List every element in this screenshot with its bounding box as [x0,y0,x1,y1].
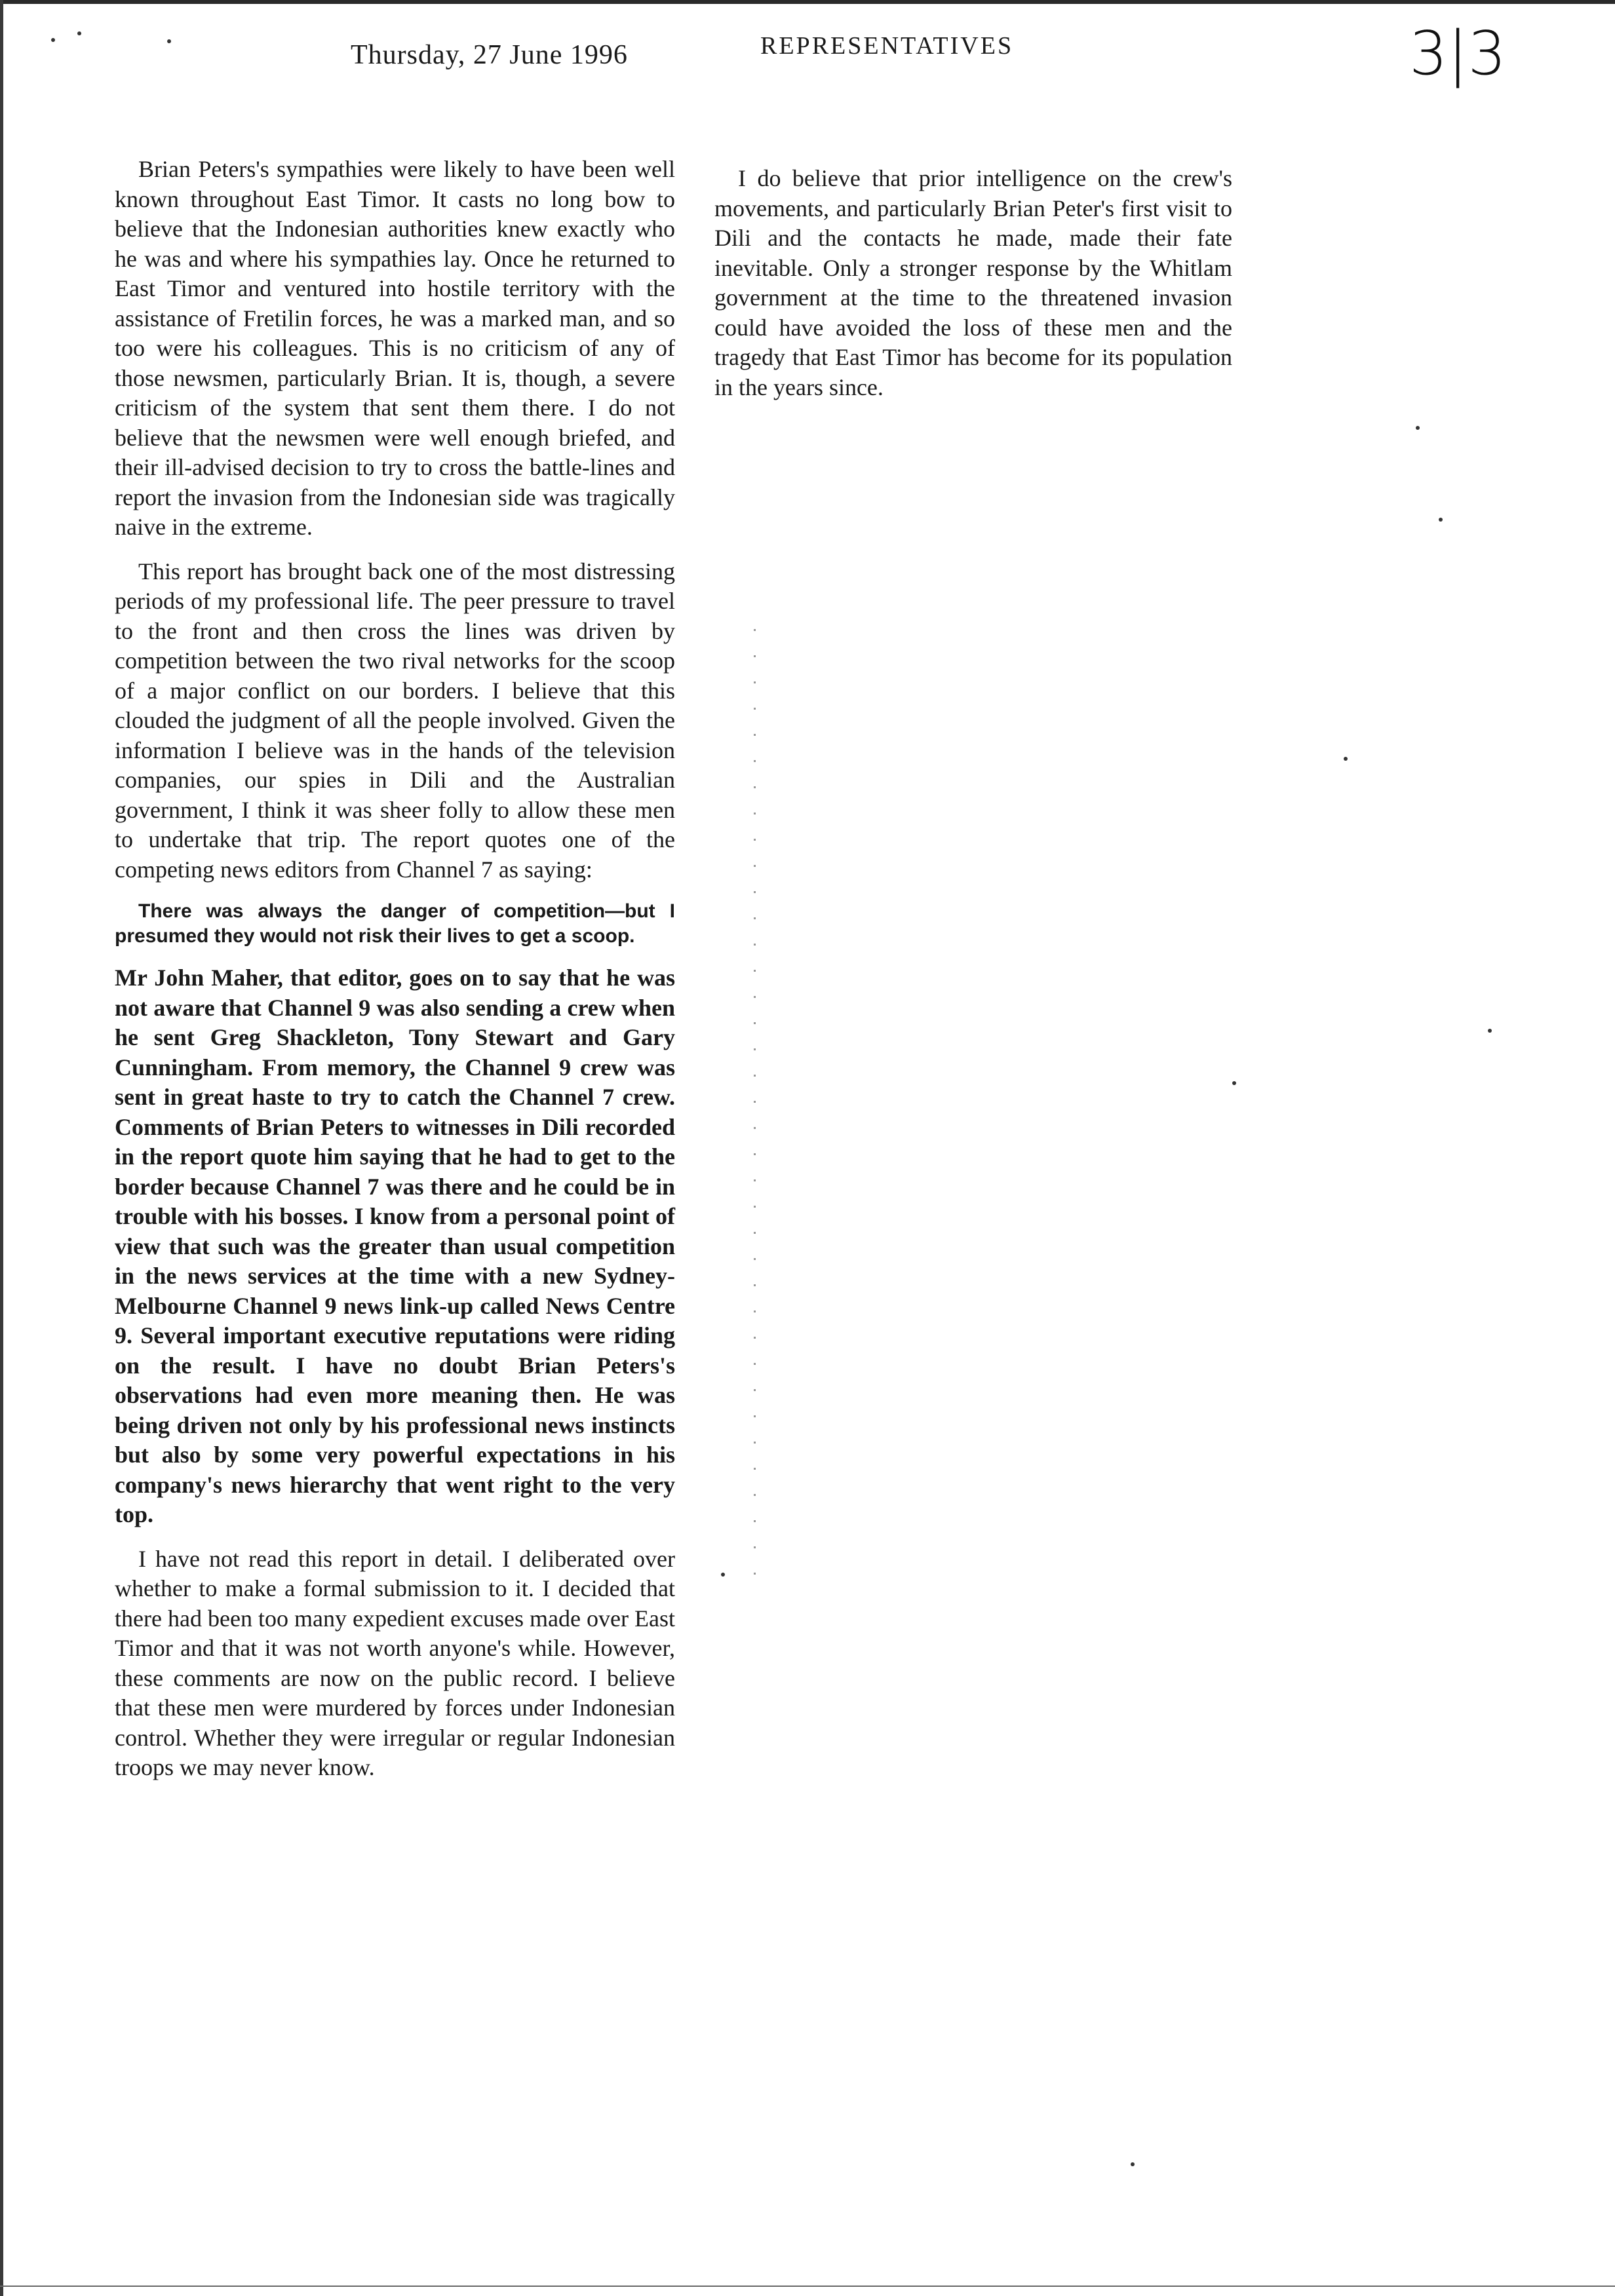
left-paragraph-2: This report has brought back one of the most distressing periods of my professional life. The peer pressure to travel to the front and then cross the lines was driven by competition between the two rival networks for the scoop of a major conflict on our borders. I believe that this clouded the judgment of all the people involved. Given the information I believe was in the hands of the television companies, our spies in Dili and the Australian government, I think it was sheer folly to allow these men to undertake that trip. The report quotes one of the competing news editors from Channel 7 as saying: [115,558,675,883]
left-column [115,155,675,1797]
scan-edge-top [0,0,1615,4]
handwritten-page-mark: 3|3 [1409,18,1507,88]
scan-speck [1416,426,1420,430]
left-paragraph-3: Mr John Maher, that editor, goes on to say that he was not aware that Channel 9 was also sending a crew when he sent Greg Shackleton, Tony Stewart and Gary Cunningham. From memory, the Channel 9 crew was sent in great haste to try to catch the Channel 7 crew. Comments of Brian Peters to witnesses in Dili recorded in the report quote him saying that he had to get to the border because Channel 7 was there and he could be in trouble with his bosses. I know from a personal point of view that such was the greater than usual competition in the news services at the time with a new Sydney-Melbourne Channel 9 news link-up called News Centre 9. Several important executive reputations were riding on the result. I have no doubt Brian Peters's observations had even more meaning then. He was being driven not only by his professional news instincts but also by some very powerful expectations in his company's news hierarchy that went right to the very top. [115,965,675,1527]
scan-speck [1131,2162,1135,2166]
left-paragraph-1: Brian Peters's sympathies were likely to have been well known throughout East Timor. It casts no long bow to believe that the Indonesian authorities knew exactly who he was and where his sympathies lay. Once he returned to East Timor and ventured into hostile territory with the assistance of Fretilin forces, he was a marked man, and so too were his colleagues. This is no criticism of any of those newsmen, particularly Brian. It is, though, a severe criticism of the system that sent them there. I do not believe that the newsmen were well enough briefed, and their ill-advised decision to try to cross the battle-lines and report the invasion from the Indonesian side was tragically naive in the extreme. [115,156,675,540]
scan-speck [77,31,81,35]
scan-speck [167,39,171,43]
right-paragraph-1: I do believe that prior intelligence on the crew's movements, and particularly Brian Peter's first visit to Dili and the contacts he made, made their fate inevitable. Only a stronger response by the Whitlam government at the time to the threatened invasion could have avoided the loss of these men and the tragedy that East Timor has become for its population in the years since. [714,165,1232,400]
header-section: REPRESENTATIVES [760,32,1014,60]
scan-edge-bottom [0,2286,1615,2287]
scan-speck [1344,757,1348,761]
scan-speck [721,1573,725,1577]
scan-speck [1439,518,1443,522]
scan-artifact-dotline [754,629,756,1586]
scan-speck [51,38,55,42]
block-quote: There was always the danger of competition—but I presumed they would not risk their lives to get a scoop. [115,900,675,947]
header-date: Thursday, 27 June 1996 [351,40,628,70]
left-paragraph-4: I have not read this report in detail. I deliberated over whether to make a formal submission to it. I decided that there had been too many expedient excuses made over East Timor and that it was not worth anyone's while. However, these comments are now on the public record. I believe that these men were murdered by forces under Indonesian control. Whether they were irregular or regular Indonesian troops we may never know. [115,1545,675,1780]
right-column [714,164,1232,417]
scan-edge-left [0,0,3,2296]
scan-speck [1488,1029,1492,1033]
scan-speck [1232,1081,1236,1085]
